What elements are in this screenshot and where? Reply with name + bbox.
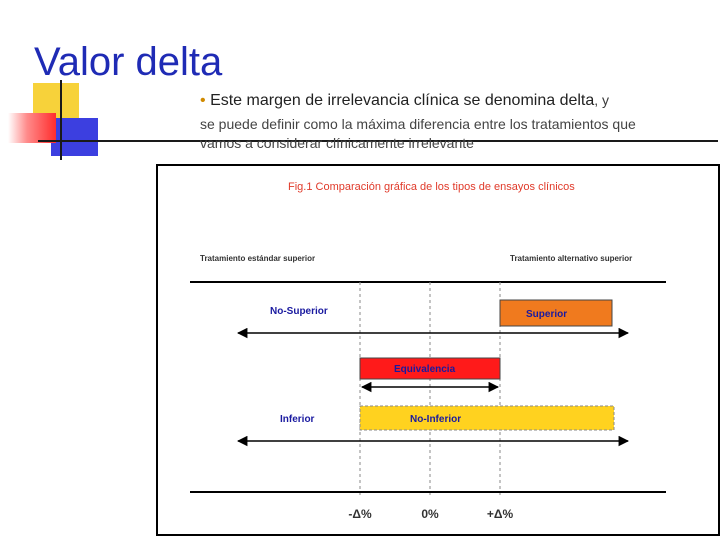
equivalencia-label: Equivalencia bbox=[394, 364, 456, 375]
bullet-tail: , y bbox=[594, 92, 610, 108]
bullet-text-line-3: vamos a considerar clínicamente irrelevante bbox=[200, 135, 474, 151]
trial-types-diagram bbox=[158, 166, 718, 534]
superior-label: Superior bbox=[526, 309, 568, 320]
no-superior-label: No-Superior bbox=[270, 306, 328, 317]
slide-title: Valor delta bbox=[34, 40, 223, 84]
decorative-vertical-line bbox=[60, 80, 62, 160]
bullet-lead: Este margen de irrelevancia clínica se denomina delta bbox=[210, 92, 595, 109]
bullet-text-line-1 bbox=[200, 92, 609, 110]
figure-caption: Fig.1 Comparación gráfica de los tipos de ensayos clínicos bbox=[288, 181, 575, 193]
no-inferior-label: No-Inferior bbox=[410, 414, 462, 425]
bullet-text-line-2: se puede definir como la máxima diferencia entre los tratamientos que bbox=[200, 116, 636, 132]
tick-plus-delta: +Δ% bbox=[486, 507, 514, 521]
bullet-marker: • bbox=[200, 92, 206, 109]
decorative-blue-square bbox=[51, 118, 98, 156]
trial-types-figure bbox=[156, 164, 720, 536]
tick-zero: 0% bbox=[421, 507, 439, 521]
header-right-label: Tratamiento alternativo superior bbox=[510, 254, 633, 263]
inferior-label: Inferior bbox=[280, 414, 315, 425]
decorative-red-gradient-bar bbox=[8, 113, 56, 143]
tick-minus-delta: -Δ% bbox=[348, 507, 372, 521]
header-left-label: Tratamiento estándar superior bbox=[200, 254, 316, 263]
no-inferior-box bbox=[360, 406, 614, 430]
